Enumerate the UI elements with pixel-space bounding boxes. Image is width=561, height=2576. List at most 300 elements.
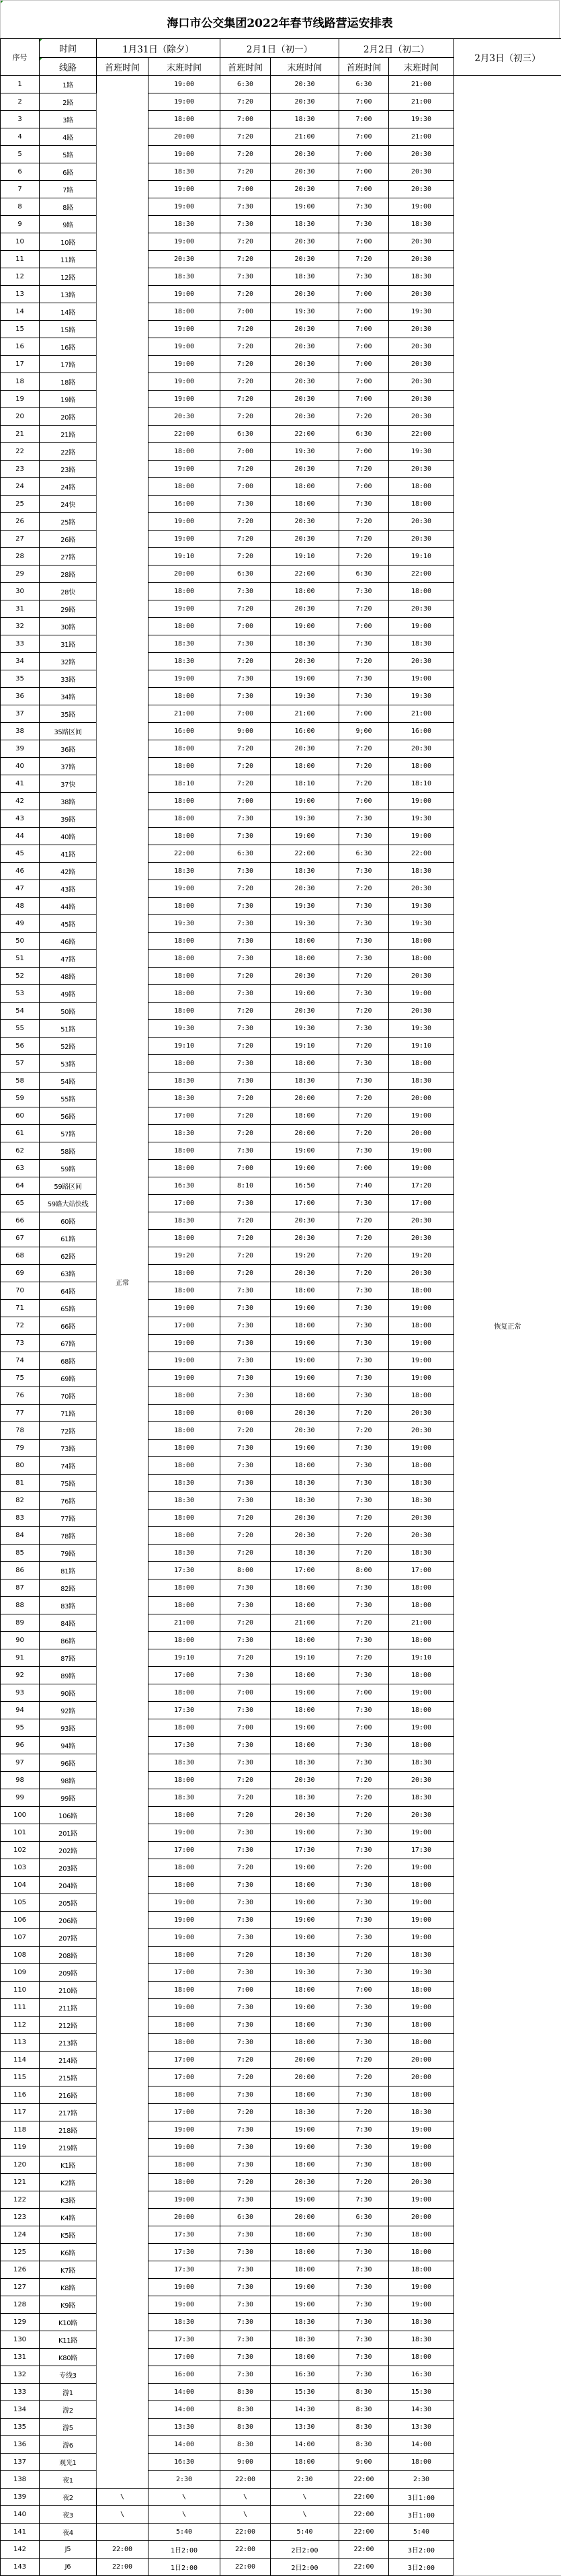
feb1-first-bus: 7:20 [220,1107,271,1125]
jan31-last-bus: 18:00 [148,810,220,828]
feb2-first-bus: 7:30 [339,1475,389,1492]
seq-cell: 23 [1,461,40,478]
feb2-first-bus: 7:30 [339,2191,389,2209]
feb1-first-bus: 7:30 [220,933,271,950]
seq-cell: 118 [1,2121,40,2139]
feb1-last-bus: 19:30 [271,915,339,933]
feb2-first-bus: 7:30 [339,216,389,233]
jan31-last-bus: 18:00 [148,933,220,950]
feb2-first-bus: 8:30 [339,2401,389,2419]
feb2-last-bus: 19:00 [389,1300,454,1317]
feb2-first-bus: 7:30 [339,2121,389,2139]
jan31-last-bus: 19:00 [148,2191,220,2209]
feb2-first-bus: 8:00 [339,1562,389,1579]
feb1-last-bus: 18:00 [271,1982,339,1999]
seq-cell: 44 [1,828,40,845]
jan31-last-bus: 16:30 [148,1177,220,1195]
feb2-last-bus: 21:00 [389,1614,454,1632]
seq-cell: 114 [1,2052,40,2069]
feb2-first-bus: 7:00 [339,128,389,146]
feb2-last-bus: 3日1:00 [389,2506,454,2524]
route-cell: 71路 [40,1405,97,1422]
feb2-first-bus: 7:00 [339,233,389,251]
feb1-first-bus: 7:30 [220,1912,271,1929]
feb2-first-bus: 7:20 [339,1510,389,1527]
route-cell: 24快 [40,496,97,513]
seq-cell: 131 [1,2349,40,2366]
feb1-first-bus: 7:30 [220,915,271,933]
feb1-last-bus: 22:00 [271,426,339,443]
jan31-last-bus: 19:00 [148,1335,220,1352]
feb1-first-bus: 7:30 [220,635,271,653]
feb2-last-bus: 19:00 [389,1684,454,1702]
feb1-first-bus: 7:20 [220,758,271,775]
route-cell: 106路 [40,1807,97,1824]
seq-cell: 134 [1,2401,40,2419]
jan31-last-bus: 19:00 [148,356,220,373]
seq-cell: 117 [1,2104,40,2121]
feb1-last-bus: 16:50 [271,1177,339,1195]
feb2-last-bus: 20:30 [389,1772,454,1789]
seq-cell: 31 [1,600,40,618]
feb1-first-bus: \ [220,2506,271,2524]
seq-cell: 15 [1,321,40,338]
feb1-first-bus: 7:20 [220,146,271,163]
jan31-last-bus: 16:30 [148,2454,220,2471]
feb1-first-bus: 6:30 [220,565,271,583]
feb2-last-bus: 20:30 [389,513,454,531]
feb2-first-bus: 7:20 [339,2104,389,2121]
feb1-last-bus: 20:00 [271,1125,339,1142]
seq-cell: 33 [1,635,40,653]
feb1-last-bus: 16:00 [271,723,339,740]
feb2-first-bus: 7:30 [339,268,389,286]
jan31-last-bus: \ [148,2506,220,2524]
jan31-last-bus: 19:00 [148,146,220,163]
feb2-last-bus: 20:00 [389,2209,454,2226]
feb1-first-bus: 7:30 [220,985,271,1003]
jan31-last-bus: 19:00 [148,391,220,408]
route-cell: K11路 [40,2331,97,2349]
route-cell: 82路 [40,1579,97,1597]
feb1-first-bus: 7:20 [220,373,271,391]
feb2-last-bus: 18:30 [389,216,454,233]
feb1-first-bus: 7:20 [220,233,271,251]
route-cell: 206路 [40,1912,97,1929]
feb1-last-bus: 20:30 [271,76,339,93]
header-time: 时间 [40,39,97,58]
feb2-first-bus: 7:30 [339,1055,389,1072]
feb2-first-bus: 7:30 [339,2034,389,2052]
header-last-bus: 末班时间 [389,58,454,76]
route-cell: 86路 [40,1632,97,1649]
seq-cell: 26 [1,513,40,531]
feb3-merged: 恢复正常 [454,76,561,2576]
feb2-first-bus: 7:20 [339,880,389,898]
route-cell: K10路 [40,2314,97,2331]
feb2-last-bus: 20:00 [389,1090,454,1107]
feb2-first-bus: 7:30 [339,2366,389,2384]
jan31-last-bus: 17:30 [148,2244,220,2261]
feb1-last-bus: 19:00 [271,2279,339,2296]
feb1-first-bus: 22:00 [220,2524,271,2541]
seq-cell: 70 [1,1282,40,1300]
jan31-last-bus: 17:00 [148,2052,220,2069]
jan31-last-bus: 18:30 [148,1212,220,1230]
feb2-last-bus: 21:00 [389,128,454,146]
jan31-last-bus: 17:30 [148,1562,220,1579]
route-cell: 22路 [40,443,97,461]
feb2-last-bus: 19:00 [389,793,454,810]
feb1-first-bus: 7:30 [220,2331,271,2349]
feb2-first-bus: 7:30 [339,1597,389,1614]
seq-cell: 2 [1,93,40,111]
feb2-last-bus: 18:00 [389,1982,454,1999]
feb1-first-bus: \ [220,2489,271,2506]
feb1-first-bus: 7:20 [220,2174,271,2191]
jan31-first-bus: 22:00 [97,2559,148,2576]
route-cell: K3路 [40,2191,97,2209]
feb2-last-bus: 18:00 [389,2017,454,2034]
feb1-first-bus: 7:30 [220,496,271,513]
route-cell: 16路 [40,338,97,356]
seq-cell: 107 [1,1929,40,1947]
jan31-first-bus-merged: 正常 [97,76,148,2489]
feb2-last-bus: 18:00 [389,1579,454,1597]
comment-marker-icon [40,39,42,42]
feb1-first-bus: 7:30 [220,898,271,915]
feb1-last-bus: 20:30 [271,1405,339,1422]
feb1-last-bus: 18:00 [271,1107,339,1125]
feb1-last-bus: 20:30 [271,880,339,898]
feb2-first-bus: 8:30 [339,2436,389,2454]
schedule-table [0,38,561,2576]
seq-cell: 47 [1,880,40,898]
feb2-first-bus: 7:00 [339,111,389,128]
seq-cell: 80 [1,1457,40,1475]
route-cell: 游5 [40,2419,97,2436]
jan31-last-bus: 18:00 [148,1230,220,1247]
seq-cell: 111 [1,1999,40,2017]
feb1-last-bus: 20:30 [271,1265,339,1282]
route-cell: 35路 [40,705,97,723]
feb1-first-bus: 7:20 [220,1247,271,1265]
feb2-first-bus: 7:30 [339,898,389,915]
feb1-last-bus: 18:00 [271,1632,339,1649]
feb2-first-bus: 7:30 [339,1964,389,1982]
feb1-first-bus: 7:30 [220,1142,271,1160]
feb2-first-bus: 7:30 [339,1387,389,1405]
feb1-last-bus: 20:30 [271,968,339,985]
feb1-first-bus: 7:30 [220,216,271,233]
jan31-last-bus: 18:10 [148,775,220,793]
feb1-first-bus: 7:20 [220,1614,271,1632]
feb2-first-bus: 7:20 [339,1247,389,1265]
jan31-last-bus: 19:30 [148,915,220,933]
seq-cell: 57 [1,1055,40,1072]
seq-cell: 27 [1,531,40,548]
jan31-last-bus: 19:00 [148,373,220,391]
feb1-last-bus: 18:00 [271,1282,339,1300]
jan31-last-bus: 18:30 [148,1090,220,1107]
feb1-last-bus: 19:00 [271,1335,339,1352]
comment-marker-icon [1,1,3,3]
feb1-last-bus: 19:00 [271,1824,339,1842]
route-cell: 209路 [40,1964,97,1982]
jan31-last-bus: 18:00 [148,950,220,968]
feb2-last-bus: 17:30 [389,1842,454,1859]
feb2-last-bus: 20:30 [389,1265,454,1282]
feb1-first-bus: 7:30 [220,1335,271,1352]
feb2-last-bus: 3日2:00 [389,2541,454,2559]
feb2-last-bus: 19:30 [389,898,454,915]
route-cell: 44路 [40,898,97,915]
feb1-last-bus: 18:00 [271,2349,339,2366]
route-cell: 212路 [40,2017,97,2034]
feb2-last-bus: 18:30 [389,635,454,653]
header-row-dates [1,39,561,58]
feb1-first-bus: 7:30 [220,1370,271,1387]
route-cell: 59路 [40,1160,97,1177]
route-cell: J5 [40,2541,97,2559]
feb2-last-bus: 18:30 [389,1789,454,1807]
feb2-first-bus: 7:30 [339,2261,389,2279]
feb1-last-bus: 20:30 [271,373,339,391]
route-cell: 59路大站快线 [40,1195,97,1212]
feb2-first-bus: 7:00 [339,146,389,163]
jan31-last-bus: 18:00 [148,1982,220,1999]
feb1-first-bus: 22:00 [220,2559,271,2576]
route-cell: 83路 [40,1597,97,1614]
feb2-first-bus: 22:00 [339,2524,389,2541]
seq-cell: 76 [1,1387,40,1405]
feb2-last-bus: 22:00 [389,565,454,583]
feb1-last-bus: 20:30 [271,653,339,670]
route-cell: 2路 [40,93,97,111]
feb1-last-bus: 18:00 [271,2156,339,2174]
feb2-last-bus: 18:00 [389,1877,454,1894]
feb1-first-bus: 7:30 [220,1492,271,1510]
header-seq: 序号 [1,39,40,76]
feb2-first-bus: 7:30 [339,1020,389,1038]
seq-cell: 52 [1,968,40,985]
feb1-last-bus: 18:00 [271,1317,339,1335]
seq-cell: 143 [1,2559,40,2576]
jan31-last-bus: 14:00 [148,2436,220,2454]
jan31-last-bus: 17:30 [148,2261,220,2279]
jan31-last-bus: 18:30 [148,1754,220,1772]
feb2-last-bus: 18:00 [389,1702,454,1719]
route-cell: K6路 [40,2244,97,2261]
feb2-first-bus: 7:30 [339,1282,389,1300]
feb2-first-bus: 7:30 [339,2017,389,2034]
feb1-last-bus: 20:30 [271,163,339,181]
seq-cell: 69 [1,1265,40,1282]
feb1-last-bus: 19:00 [271,985,339,1003]
feb2-first-bus: 7:30 [339,810,389,828]
seq-cell: 60 [1,1107,40,1125]
jan31-last-bus: 18:00 [148,1772,220,1789]
feb2-first-bus: 7:20 [339,740,389,758]
feb2-first-bus: 7:30 [339,2244,389,2261]
feb1-last-bus: 18:00 [271,1579,339,1597]
feb2-last-bus: 18:00 [389,1737,454,1754]
seq-cell: 89 [1,1614,40,1632]
jan31-last-bus: 16:00 [148,2366,220,2384]
feb2-last-bus: 21:00 [389,705,454,723]
feb1-first-bus: 7:30 [220,863,271,880]
feb1-first-bus: 7:20 [220,1003,271,1020]
route-cell: 93路 [40,1719,97,1737]
seq-cell: 109 [1,1964,40,1982]
feb1-last-bus: 20:00 [271,2209,339,2226]
seq-cell: 96 [1,1737,40,1754]
seq-cell: 97 [1,1754,40,1772]
feb1-first-bus: 7:30 [220,2279,271,2296]
feb2-first-bus: 7:20 [339,513,389,531]
jan31-last-bus: 21:00 [148,705,220,723]
feb1-first-bus: 7:30 [220,1457,271,1475]
feb2-first-bus: 7:00 [339,478,389,496]
jan31-last-bus: 14:00 [148,2401,220,2419]
route-cell: 202路 [40,1842,97,1859]
feb1-first-bus: 7:20 [220,1422,271,1440]
feb1-first-bus: 7:30 [220,1475,271,1492]
seq-cell: 106 [1,1912,40,1929]
feb2-first-bus: 7:30 [339,1317,389,1335]
feb1-first-bus: 7:30 [220,670,271,688]
seq-cell: 8 [1,198,40,216]
seq-cell: 130 [1,2331,40,2349]
feb2-last-bus: 19:00 [389,198,454,216]
feb1-first-bus: 7:20 [220,461,271,478]
feb2-first-bus: 7:20 [339,1859,389,1877]
feb1-last-bus: 18:30 [271,1947,339,1964]
seq-cell: 37 [1,705,40,723]
route-cell: 31路 [40,635,97,653]
route-cell: 47路 [40,950,97,968]
seq-cell: 18 [1,373,40,391]
seq-cell: 32 [1,618,40,635]
seq-cell: 137 [1,2454,40,2471]
jan31-last-bus: 21:00 [148,1614,220,1632]
feb1-last-bus: 19:30 [271,1020,339,1038]
jan31-last-bus: 19:00 [148,321,220,338]
feb2-last-bus: 20:30 [389,968,454,985]
feb2-first-bus: 7:00 [339,163,389,181]
jan31-last-bus: 18:00 [148,1510,220,1527]
feb2-last-bus: 20:00 [389,1125,454,1142]
jan31-last-bus: 19:00 [148,1370,220,1387]
feb1-last-bus: 21:00 [271,705,339,723]
seq-cell: 54 [1,1003,40,1020]
jan31-last-bus: 18:30 [148,863,220,880]
route-cell: 13路 [40,286,97,303]
feb2-last-bus: 19:00 [389,2191,454,2209]
feb2-last-bus: 18:00 [389,1387,454,1405]
seq-cell: 66 [1,1212,40,1230]
feb1-last-bus: 19:00 [271,1440,339,1457]
feb1-first-bus: 7:20 [220,2052,271,2069]
seq-cell: 74 [1,1352,40,1370]
seq-cell: 34 [1,653,40,670]
feb1-first-bus: 7:20 [220,1212,271,1230]
route-cell: 84路 [40,1614,97,1632]
feb2-first-bus: 7:30 [339,1440,389,1457]
seq-cell: 4 [1,128,40,146]
route-cell: 73路 [40,1440,97,1457]
route-cell: 76路 [40,1492,97,1510]
feb1-last-bus: 19:20 [271,1247,339,1265]
feb1-first-bus: 7:00 [220,618,271,635]
header-first-bus: 首班时间 [339,58,389,76]
route-cell: 67路 [40,1335,97,1352]
feb1-last-bus: 18:00 [271,1055,339,1072]
feb1-first-bus: 7:30 [220,1877,271,1894]
feb2-first-bus: 7:00 [339,356,389,373]
feb2-first-bus: 7:20 [339,408,389,426]
feb2-last-bus: 3日1:00 [389,2489,454,2506]
feb2-first-bus: 7:30 [339,1142,389,1160]
feb2-first-bus: 7:30 [339,688,389,705]
feb1-last-bus: 18:30 [271,268,339,286]
feb1-first-bus: 7:20 [220,880,271,898]
seq-cell: 75 [1,1370,40,1387]
feb2-last-bus: 20:30 [389,1212,454,1230]
route-cell: K8路 [40,2279,97,2296]
jan31-last-bus: 19:00 [148,1912,220,1929]
seq-cell: 50 [1,933,40,950]
feb2-last-bus: 18:30 [389,2104,454,2121]
feb2-last-bus: 19:00 [389,985,454,1003]
seq-cell: 112 [1,2017,40,2034]
jan31-last-bus: 17:00 [148,2349,220,2366]
route-cell: 70路 [40,1387,97,1405]
seq-cell: 19 [1,391,40,408]
feb2-last-bus: 18:00 [389,2454,454,2471]
feb2-first-bus: 9;00 [339,723,389,740]
feb1-last-bus: 20:30 [271,1527,339,1545]
feb2-first-bus: 7:30 [339,2331,389,2349]
feb2-first-bus: 7:20 [339,775,389,793]
seq-cell: 40 [1,758,40,775]
seq-cell: 61 [1,1125,40,1142]
feb2-first-bus: 7:30 [339,2139,389,2156]
feb1-first-bus: 7:30 [220,1055,271,1072]
seq-cell: 136 [1,2436,40,2454]
jan31-last-bus: 18:00 [148,583,220,600]
seq-cell: 62 [1,1142,40,1160]
seq-cell: 116 [1,2086,40,2104]
feb1-last-bus: 19:10 [271,1649,339,1667]
feb1-last-bus: 21:00 [271,128,339,146]
feb2-last-bus: 19:30 [389,1020,454,1038]
seq-cell: 87 [1,1579,40,1597]
feb2-first-bus: 7:00 [339,373,389,391]
feb1-last-bus: 20:30 [271,356,339,373]
feb2-first-bus: 22:00 [339,2559,389,2576]
feb1-first-bus: 6:30 [220,2209,271,2226]
feb1-first-bus: 7:20 [220,968,271,985]
jan31-last-bus: 18:30 [148,268,220,286]
feb1-last-bus: 20:30 [271,2174,339,2191]
feb1-last-bus: 19:00 [271,1859,339,1877]
feb2-first-bus: 7:30 [339,496,389,513]
feb2-last-bus: 19:30 [389,443,454,461]
jan31-last-bus: 19:00 [148,1824,220,1842]
feb1-last-bus: 20:30 [271,233,339,251]
feb2-last-bus: 19:00 [389,2139,454,2156]
